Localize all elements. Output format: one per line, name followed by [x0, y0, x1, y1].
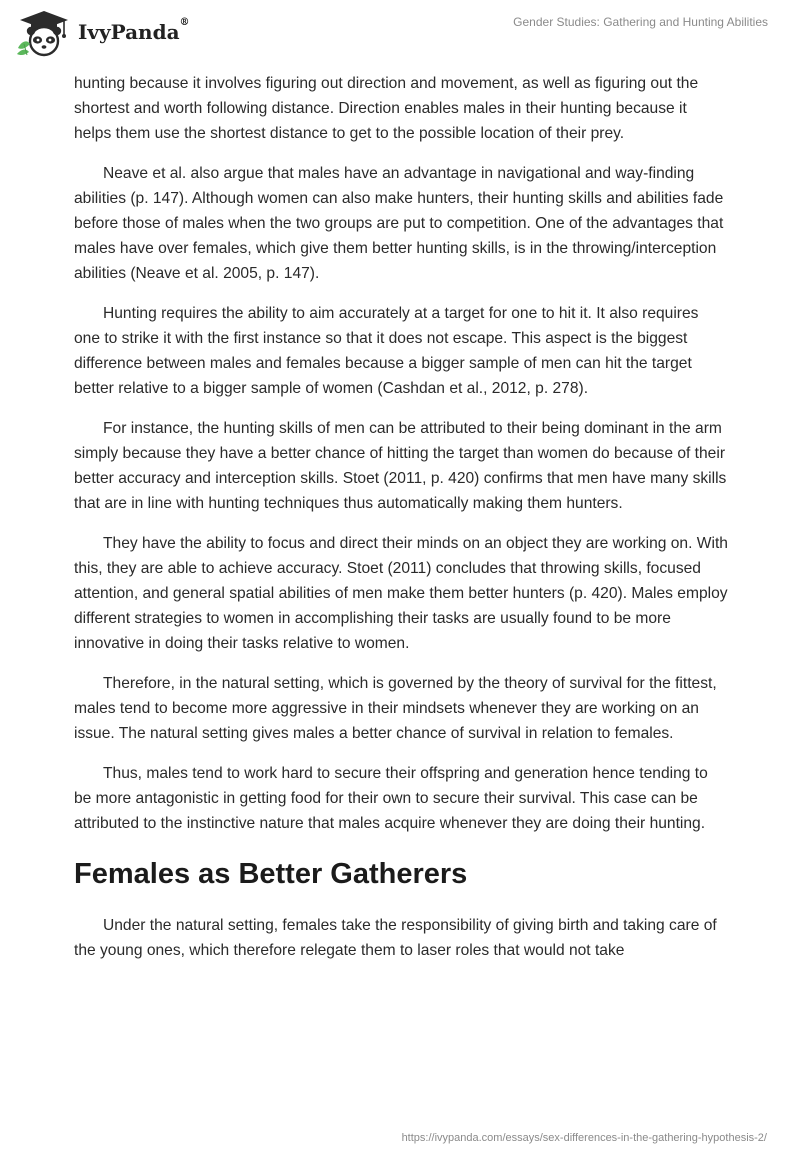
source-url-link[interactable]: https://ivypanda.com/essays/sex-differences-in-the-gathering-hypothesis-2/ [401, 1132, 767, 1144]
paragraph: hunting because it involves figuring out direction and movement, as well as figuring out the shortest and worth following distance. Direction enables males in their hunting because it helps them use the shortest distance to get to the possible location of their prey. [74, 75, 699, 142]
page-header [0, 0, 800, 70]
essay-content [74, 71, 728, 978]
brand-name-text: IvyPanda [78, 20, 180, 44]
paragraph: For instance, the hunting skills of men can be attributed to their being dominant in the arm simply because they have a better chance of hitting the target than women do because of their better accuracy and interception skills. Stoet (2011, p. 420) confirms that men have many skills that are in line with hunting techniques thus automatically making them hunters. [74, 420, 727, 512]
document-title: Gender Studies: Gathering and Hunting Abilities [513, 15, 768, 29]
paragraph: Therefore, in the natural setting, which is governed by the theory of survival for the fittest, males tend to become more aggressive in their mindsets whenever they are working on an issue. The natural setting gives males a better chance of survival in relation to females. [74, 675, 717, 742]
paragraph: They have the ability to focus and direct their minds on an object they are working on. With this, they are able to achieve accuracy. Stoet (2011) concludes that throwing skills, focused attention, and general spatial abilities of men make them better hunters (p. 420). Males employ different strategies to women in accomplishing their tasks are usually found to be more innovative in doing their tasks relative to women. [74, 535, 728, 652]
brand-name [78, 17, 190, 44]
registered-mark: ® [179, 17, 190, 28]
paragraph: Under the natural setting, females take the responsibility of giving birth and taking care of the young ones, which therefore relegate them to laser roles that would not take [74, 917, 717, 959]
ivypanda-logo[interactable] [14, 8, 214, 58]
paragraph: Thus, males tend to work hard to secure their offspring and generation hence tending to be more antagonistic in getting food for their own to secure their survival. This case can be attributed to the instinctive nature that males acquire whenever they are doing their hunting. [74, 765, 708, 832]
panda-graduate-icon [14, 8, 74, 58]
paragraph: Neave et al. also argue that males have an advantage in navigational and way-finding abilities (p. 147). Although women can also make hunters, their hunting skills and abilities fade before those of males when the two groups are put to competition. One of the advantages that males have over females, which give them better hunting skills, is in the throwing/interception abilities (Neave et al. 2005, p. 147). [74, 165, 724, 282]
paragraph: Hunting requires the ability to aim accurately at a target for one to hit it. It also requires one to strike it with the first instance so that it does not escape. This aspect is the biggest difference between males and females because a bigger sample of men can hit the target better relative to a bigger sample of women (Cashdan et al., 2012, p. 278). [74, 305, 699, 397]
section-heading: Females as Better Gatherers [74, 858, 468, 890]
